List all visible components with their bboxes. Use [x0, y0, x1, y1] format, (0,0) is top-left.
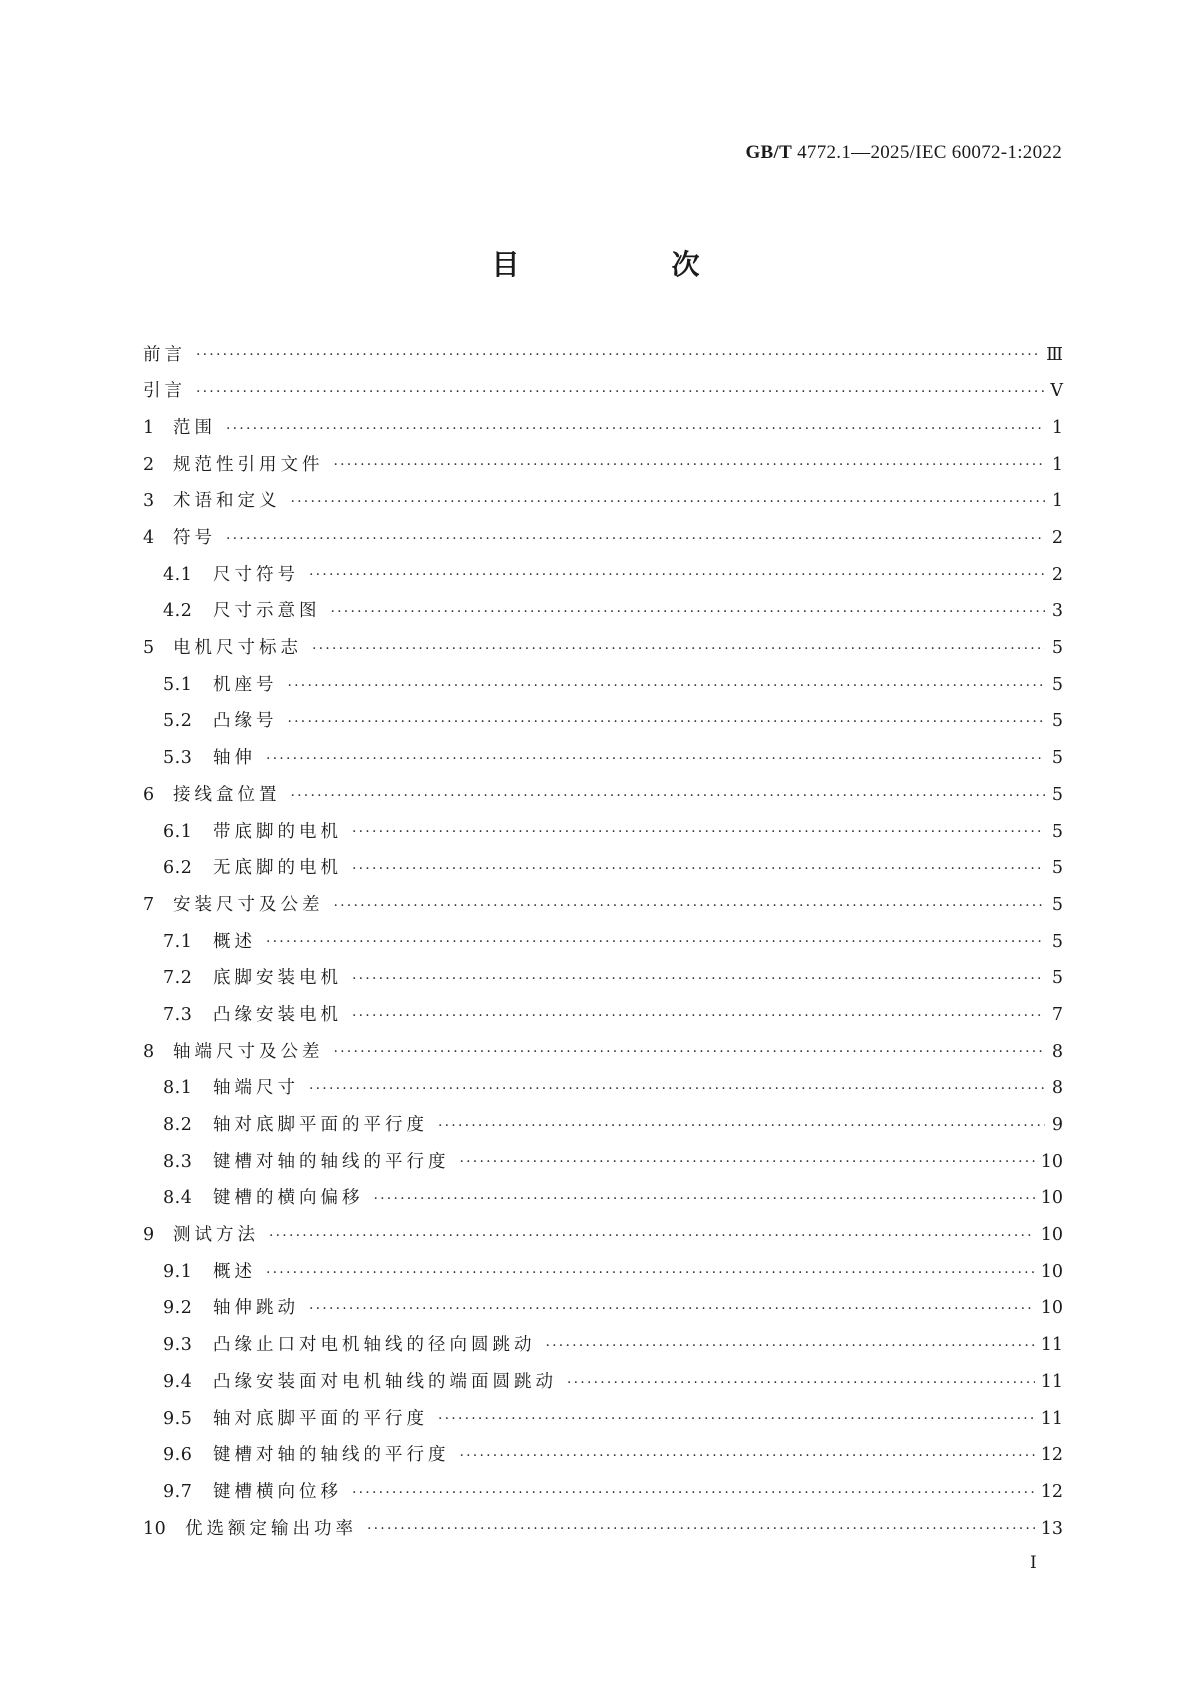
toc-entry-page: 12 — [1040, 1445, 1063, 1466]
toc-entry-label: 轴端尺寸 — [213, 1078, 299, 1099]
toc-entry-label: 轴对底脚平面的平行度 — [213, 1408, 428, 1429]
toc-entry[interactable] — [143, 1254, 1063, 1291]
toc-entry-page: 12 — [1040, 1481, 1063, 1502]
toc-entry[interactable] — [143, 814, 1063, 851]
toc-entry-label: 尺寸示意图 — [213, 601, 321, 622]
toc-dot-leader — [438, 1119, 1045, 1133]
toc-entry-number: 4 — [143, 528, 155, 549]
toc-entry[interactable] — [143, 1144, 1063, 1181]
toc-entry-label: 概述 — [213, 931, 256, 952]
toc-entry[interactable] — [143, 1474, 1063, 1511]
toc-entry[interactable] — [143, 1218, 1063, 1255]
toc-entry[interactable] — [143, 1511, 1063, 1548]
toc-dot-leader — [438, 1412, 1035, 1426]
toc-entry-label: 轴对底脚平面的平行度 — [213, 1115, 428, 1136]
toc-dot-leader — [331, 605, 1046, 619]
toc-dot-leader — [352, 862, 1045, 876]
toc-dot-leader — [352, 1486, 1035, 1500]
toc-entry-page: 10 — [1040, 1225, 1063, 1246]
page-number: Ⅰ — [1030, 1553, 1037, 1572]
toc-entry-label: 轴伸 — [213, 748, 256, 769]
toc-entry-page: 5 — [1051, 638, 1063, 659]
toc-dot-leader — [196, 348, 1040, 362]
toc-entry[interactable] — [143, 1034, 1063, 1071]
toc-entry-number: 10 — [143, 1518, 167, 1539]
toc-entry[interactable] — [143, 704, 1063, 741]
toc-entry-label: 引言 — [143, 381, 186, 402]
toc-entry-page: 5 — [1051, 968, 1063, 989]
toc-entry-page: 1 — [1051, 491, 1063, 512]
toc-entry-number: 7 — [143, 894, 155, 915]
toc-entry-page: 11 — [1040, 1371, 1063, 1392]
toc-dot-leader — [196, 385, 1044, 399]
toc-entry-label: 测试方法 — [173, 1225, 259, 1246]
toc-entry-page: 5 — [1051, 894, 1063, 915]
toc-entry-number: 8.4 — [163, 1188, 193, 1209]
toc-entry-label: 底脚安装电机 — [213, 968, 342, 989]
toc-entry-page: 5 — [1051, 674, 1063, 695]
toc-entry-number: 5.3 — [163, 748, 193, 769]
toc-entry[interactable] — [143, 924, 1063, 961]
toc-entry-number: 6 — [143, 784, 155, 805]
toc-entry-number: 9 — [143, 1225, 155, 1246]
toc-entry-number: 8 — [143, 1041, 155, 1062]
toc-entry-page: 5 — [1051, 821, 1063, 842]
toc-dot-leader — [352, 972, 1045, 986]
toc-dot-leader — [546, 1339, 1035, 1353]
toc-dot-leader — [226, 532, 1045, 546]
toc-entry-label: 机座号 — [213, 674, 278, 695]
toc-entry-label: 凸缘安装电机 — [213, 1004, 342, 1025]
toc-entry[interactable] — [143, 557, 1063, 594]
toc-entry-page: Ⅴ — [1050, 381, 1063, 402]
toc-entry-number: 9.7 — [163, 1481, 193, 1502]
toc-entry[interactable] — [143, 1364, 1063, 1401]
toc-entry-number: 4.2 — [163, 601, 193, 622]
toc-entry[interactable] — [143, 374, 1063, 411]
toc-dot-leader — [266, 752, 1045, 766]
toc-entry-number: 5.2 — [163, 711, 193, 732]
toc-entry-label: 规范性引用文件 — [173, 454, 324, 475]
toc-entry-label: 键槽对轴的轴线的平行度 — [213, 1151, 450, 1172]
toc-entry-label: 凸缘止口对电机轴线的径向圆跳动 — [213, 1335, 536, 1356]
toc-dot-leader — [312, 642, 1045, 656]
toc-dot-leader — [460, 1449, 1035, 1463]
toc-dot-leader — [334, 1045, 1046, 1059]
toc-entry[interactable] — [143, 741, 1063, 778]
toc-dot-leader — [352, 825, 1045, 839]
toc-entry-number: 4.1 — [163, 564, 193, 585]
toc-entry-label: 概述 — [213, 1261, 256, 1282]
toc-dot-leader — [266, 935, 1045, 949]
toc-entry-page: 13 — [1040, 1518, 1063, 1539]
toc-entry[interactable] — [143, 851, 1063, 888]
toc-entry-number: 1 — [143, 417, 155, 438]
toc-dot-leader — [334, 899, 1046, 913]
toc-dot-leader — [266, 1266, 1035, 1280]
toc-entry-label: 前言 — [143, 344, 186, 365]
toc-entry-page: 5 — [1051, 931, 1063, 952]
toc-entry[interactable] — [143, 1438, 1063, 1475]
standard-prefix: GB/T — [745, 142, 793, 163]
toc-entry-label: 凸缘安装面对电机轴线的端面圆跳动 — [213, 1371, 557, 1392]
toc-dot-leader — [226, 422, 1045, 436]
toc-entry-label: 优选额定输出功率 — [185, 1518, 357, 1539]
toc-entry-number: 9.2 — [163, 1298, 193, 1319]
toc-dot-leader — [309, 568, 1045, 582]
toc-dot-leader — [460, 1155, 1035, 1169]
toc-dot-leader — [288, 679, 1046, 693]
toc-entry-number: 2 — [143, 454, 155, 475]
toc-entry-page: 11 — [1040, 1408, 1063, 1429]
toc-entry-page: 5 — [1051, 858, 1063, 879]
toc-entry-number: 6.2 — [163, 858, 193, 879]
toc-entry-label: 接线盒位置 — [173, 784, 281, 805]
toc-entry[interactable] — [143, 631, 1063, 668]
toc-entry-page: 5 — [1051, 748, 1063, 769]
toc-entry-label: 键槽的横向偏移 — [213, 1188, 364, 1209]
toc-dot-leader — [291, 789, 1046, 803]
toc-entry[interactable] — [143, 410, 1063, 447]
toc-dot-leader — [567, 1376, 1035, 1390]
toc-entry-label: 符号 — [173, 528, 216, 549]
toc-entry-number: 8.2 — [163, 1115, 193, 1136]
toc-entry-label: 术语和定义 — [173, 491, 281, 512]
toc-entry[interactable] — [143, 520, 1063, 557]
toc-entry[interactable] — [143, 667, 1063, 704]
toc-entry-label: 电机尺寸标志 — [173, 638, 302, 659]
toc-entry[interactable] — [143, 447, 1063, 484]
toc-entry[interactable] — [143, 1291, 1063, 1328]
toc-dot-leader — [288, 715, 1046, 729]
toc-entry-label: 轴端尺寸及公差 — [173, 1041, 324, 1062]
toc-entry-number: 9.1 — [163, 1261, 193, 1282]
toc-entry[interactable] — [143, 1328, 1063, 1365]
toc-entry-number: 3 — [143, 491, 155, 512]
toc-entry-page: 10 — [1040, 1298, 1063, 1319]
toc-entry[interactable] — [143, 961, 1063, 998]
page-title: 目 次 — [491, 248, 762, 281]
toc-dot-leader — [352, 1009, 1045, 1023]
toc-entry[interactable] — [143, 777, 1063, 814]
toc-entry[interactable] — [143, 1401, 1063, 1438]
toc-entry-page: 1 — [1051, 417, 1063, 438]
toc-entry-page: 1 — [1051, 454, 1063, 475]
toc-entry[interactable] — [143, 337, 1063, 374]
standard-header — [745, 142, 1062, 164]
toc-entry-number: 7.1 — [163, 931, 193, 952]
toc-entry-number: 5 — [143, 638, 155, 659]
toc-entry-page: 2 — [1051, 528, 1063, 549]
toc-entry-page: 8 — [1051, 1041, 1063, 1062]
toc-entry-number: 7.3 — [163, 1004, 193, 1025]
toc-entry-number: 9.4 — [163, 1371, 193, 1392]
toc-dot-leader — [309, 1082, 1045, 1096]
toc-entry-number: 9.6 — [163, 1445, 193, 1466]
toc-entry-label: 范围 — [173, 417, 216, 438]
toc-entry-label: 尺寸符号 — [213, 564, 299, 585]
toc-dot-leader — [269, 1229, 1035, 1243]
toc-dot-leader — [334, 458, 1046, 472]
toc-dot-leader — [367, 1522, 1035, 1536]
toc-entry-label: 键槽对轴的轴线的平行度 — [213, 1445, 450, 1466]
toc-entry[interactable] — [143, 997, 1063, 1034]
toc-entry-number: 8.3 — [163, 1151, 193, 1172]
toc-entry-label: 凸缘号 — [213, 711, 278, 732]
standard-code: 4772.1—2025/IEC 60072-1:2022 — [797, 142, 1062, 163]
toc-entry-number: 7.2 — [163, 968, 193, 989]
toc-entry-page: Ⅲ — [1046, 344, 1063, 365]
toc-entry-page: 5 — [1051, 784, 1063, 805]
toc-entry-page: 8 — [1051, 1078, 1063, 1099]
toc-entry-page: 11 — [1040, 1335, 1063, 1356]
toc-entry[interactable] — [143, 887, 1063, 924]
toc-entry-page: 10 — [1040, 1151, 1063, 1172]
toc-entry-label: 带底脚的电机 — [213, 821, 342, 842]
toc-entry[interactable] — [143, 1181, 1063, 1218]
toc-entry-page: 2 — [1051, 564, 1063, 585]
toc-entry-page: 3 — [1051, 601, 1063, 622]
toc-dot-leader — [374, 1192, 1035, 1206]
toc-entry[interactable] — [143, 484, 1063, 521]
toc-entry-label: 键槽横向位移 — [213, 1481, 342, 1502]
toc-entry-label: 轴伸跳动 — [213, 1298, 299, 1319]
toc-entry-number: 6.1 — [163, 821, 193, 842]
toc-entry-page: 5 — [1051, 711, 1063, 732]
toc-entry-page: 7 — [1051, 1004, 1063, 1025]
toc-entry-page: 9 — [1051, 1115, 1063, 1136]
toc-entry-number: 9.3 — [163, 1335, 193, 1356]
toc-entry[interactable] — [143, 594, 1063, 631]
toc-entry-page: 10 — [1040, 1188, 1063, 1209]
toc-entry-number: 5.1 — [163, 674, 193, 695]
table-of-contents — [143, 337, 1063, 1548]
toc-entry[interactable] — [143, 1107, 1063, 1144]
toc-entry-page: 10 — [1040, 1261, 1063, 1282]
toc-entry-number: 8.1 — [163, 1078, 193, 1099]
toc-dot-leader — [309, 1302, 1035, 1316]
toc-entry-label: 安装尺寸及公差 — [173, 894, 324, 915]
toc-entry-label: 无底脚的电机 — [213, 858, 342, 879]
toc-entry[interactable] — [143, 1071, 1063, 1108]
toc-entry-number: 9.5 — [163, 1408, 193, 1429]
toc-dot-leader — [291, 495, 1046, 509]
